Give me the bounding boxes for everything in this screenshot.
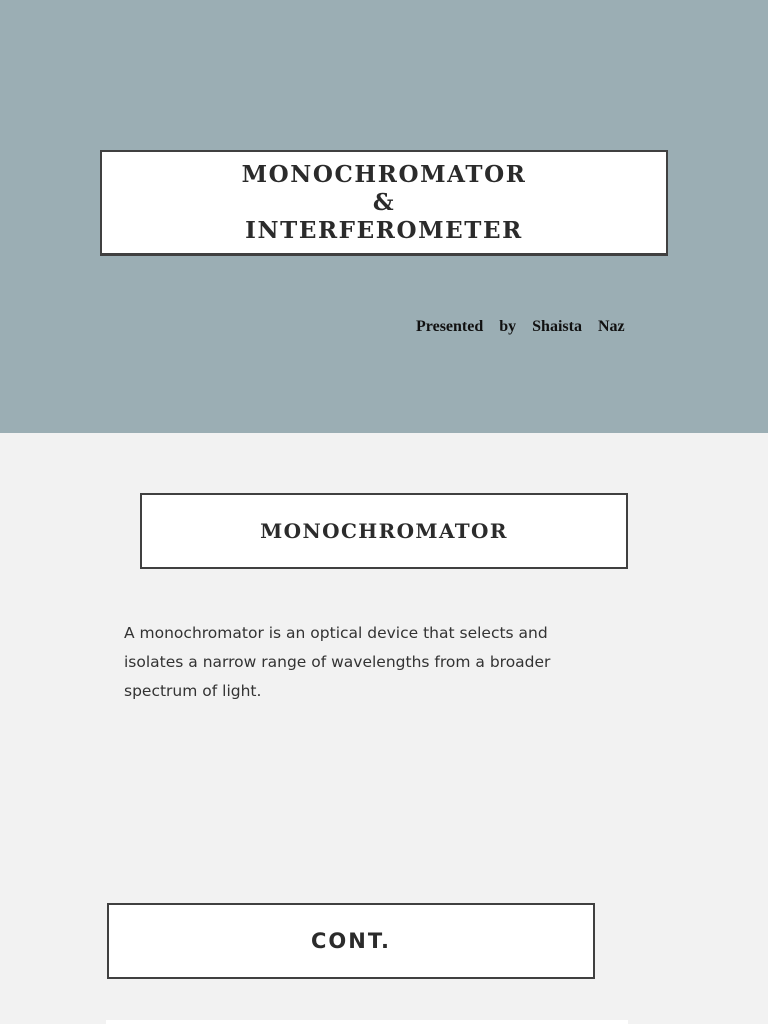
section-heading-box bbox=[140, 493, 628, 569]
content-slide bbox=[0, 433, 768, 1024]
definition-paragraph: A monochromator is an optical device that selects and isolates a narrow range of wavelengths from a broader spectrum of light. bbox=[124, 624, 551, 700]
title-line-monochromator: MONOCHROMATOR bbox=[241, 160, 527, 188]
title-line-interferometer: INTERFEROMETER bbox=[245, 216, 523, 244]
title-slide bbox=[0, 0, 768, 433]
continued-heading: CONT. bbox=[311, 929, 391, 953]
title-line-ampersand: & bbox=[372, 188, 396, 216]
title-box bbox=[100, 150, 668, 256]
next-content-box-edge bbox=[106, 1020, 628, 1024]
presenter-credit: Presented by Shaista Naz bbox=[416, 318, 625, 335]
continued-heading-box bbox=[107, 903, 595, 979]
section-heading-monochromator: MONOCHROMATOR bbox=[260, 519, 508, 543]
